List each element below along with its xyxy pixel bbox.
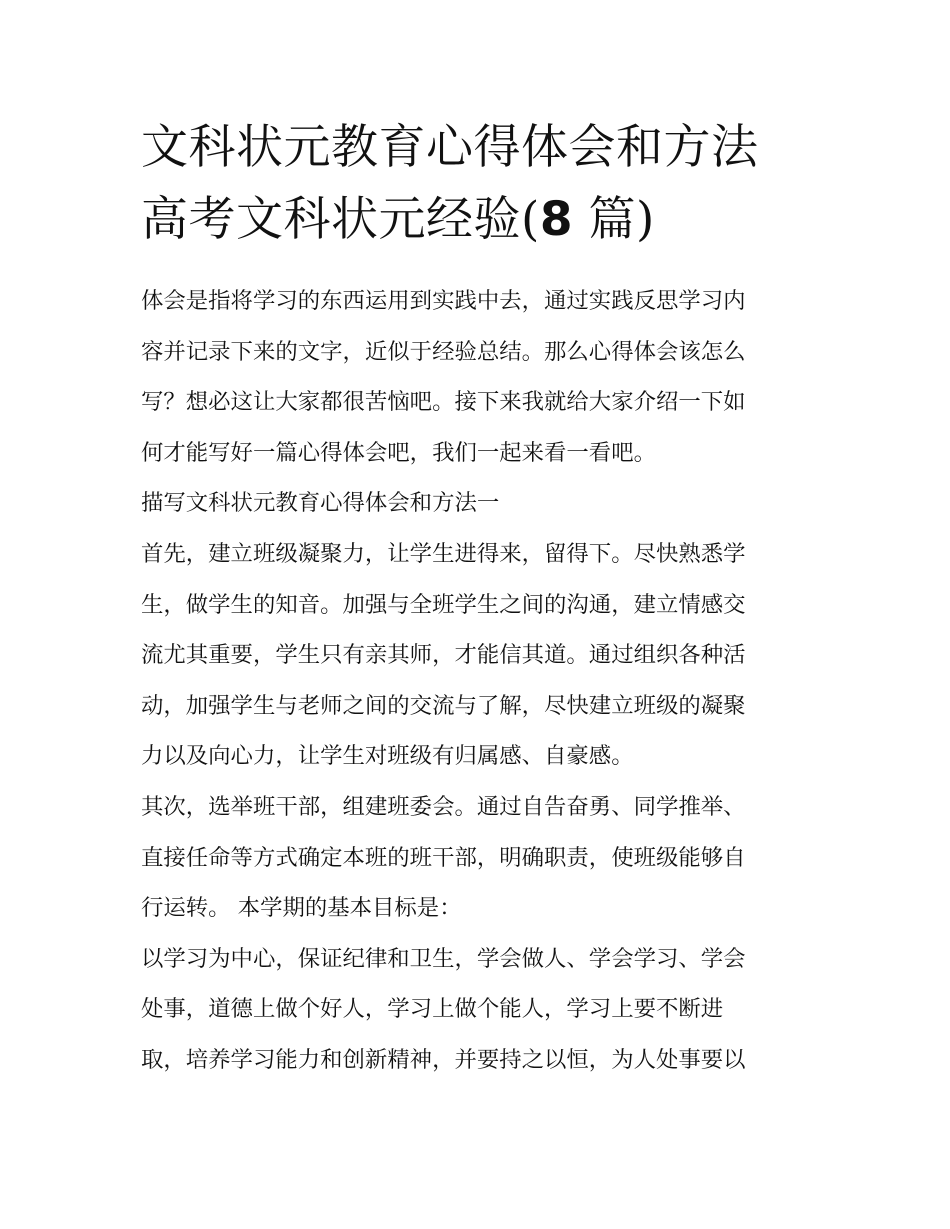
body-paragraph-3 <box>141 934 813 1086</box>
paragraph-line: 生，做学生的知音。加强与全班学生之间的沟通，建立情感交 <box>141 591 746 618</box>
paragraph-line: 首先，建立班级凝聚力，让学生进得来，留得下。尽快熟悉学 <box>141 540 746 567</box>
title-line-2-suffix: 篇) <box>573 192 655 247</box>
document-page <box>141 112 813 1086</box>
document-title <box>141 112 813 256</box>
paragraph-line: 以学习为中心，保证纪律和卫生，学会做人、学会学习、学会 <box>141 945 746 972</box>
paragraph-line: 力以及向心力，让学生对班级有归属感、自豪感。 <box>141 743 634 770</box>
paragraph-line: 动，加强学生与老师之间的交流与了解，尽快建立班级的凝聚 <box>141 692 746 719</box>
body-paragraph-2 <box>141 782 813 934</box>
paragraph-line: 体会是指将学习的东西运用到实践中去，通过实践反思学习内 <box>141 288 746 314</box>
paragraph-line: 处事，道德上做个好人，学习上做个能人，学习上要不断进 <box>141 996 724 1023</box>
title-line-2-prefix: 高考文科状元经验( <box>141 192 540 247</box>
title-line-1: 文科状元教育心得体会和方法 <box>141 120 759 175</box>
intro-paragraph <box>141 276 813 478</box>
section-heading-text: 描写文科状元教育心得体会和方法一 <box>141 490 500 517</box>
paragraph-line: 流尤其重要，学生只有亲其师，才能信其道。通过组织各种活 <box>141 642 746 669</box>
paragraph-line: 直接任命等方式确定本班的班干部，明确职责，使班级能够自 <box>141 844 746 871</box>
paragraph-line: 何才能写好一篇心得体会吧，我们一起来看一看吧。 <box>141 439 656 466</box>
paragraph-line: 写？想必这让大家都很苦恼吧。接下来我就给大家介绍一下如 <box>141 389 746 416</box>
paragraph-line: 取，培养学习能力和创新精神，并要持之以恒，为人处事要以 <box>141 1046 746 1073</box>
paragraph-line: 其次，选举班干部，组建班委会。通过自告奋勇、同学推举、 <box>141 793 746 820</box>
title-line-2 <box>141 184 813 256</box>
section-heading <box>141 478 813 529</box>
title-article-count: 8 <box>539 192 574 247</box>
body-paragraph-1 <box>141 529 813 782</box>
paragraph-line: 容并记录下来的文字，近似于经验总结。那么心得体会该怎么 <box>141 338 746 365</box>
paragraph-line: 行运转。 本学期的基本目标是： <box>141 895 462 922</box>
